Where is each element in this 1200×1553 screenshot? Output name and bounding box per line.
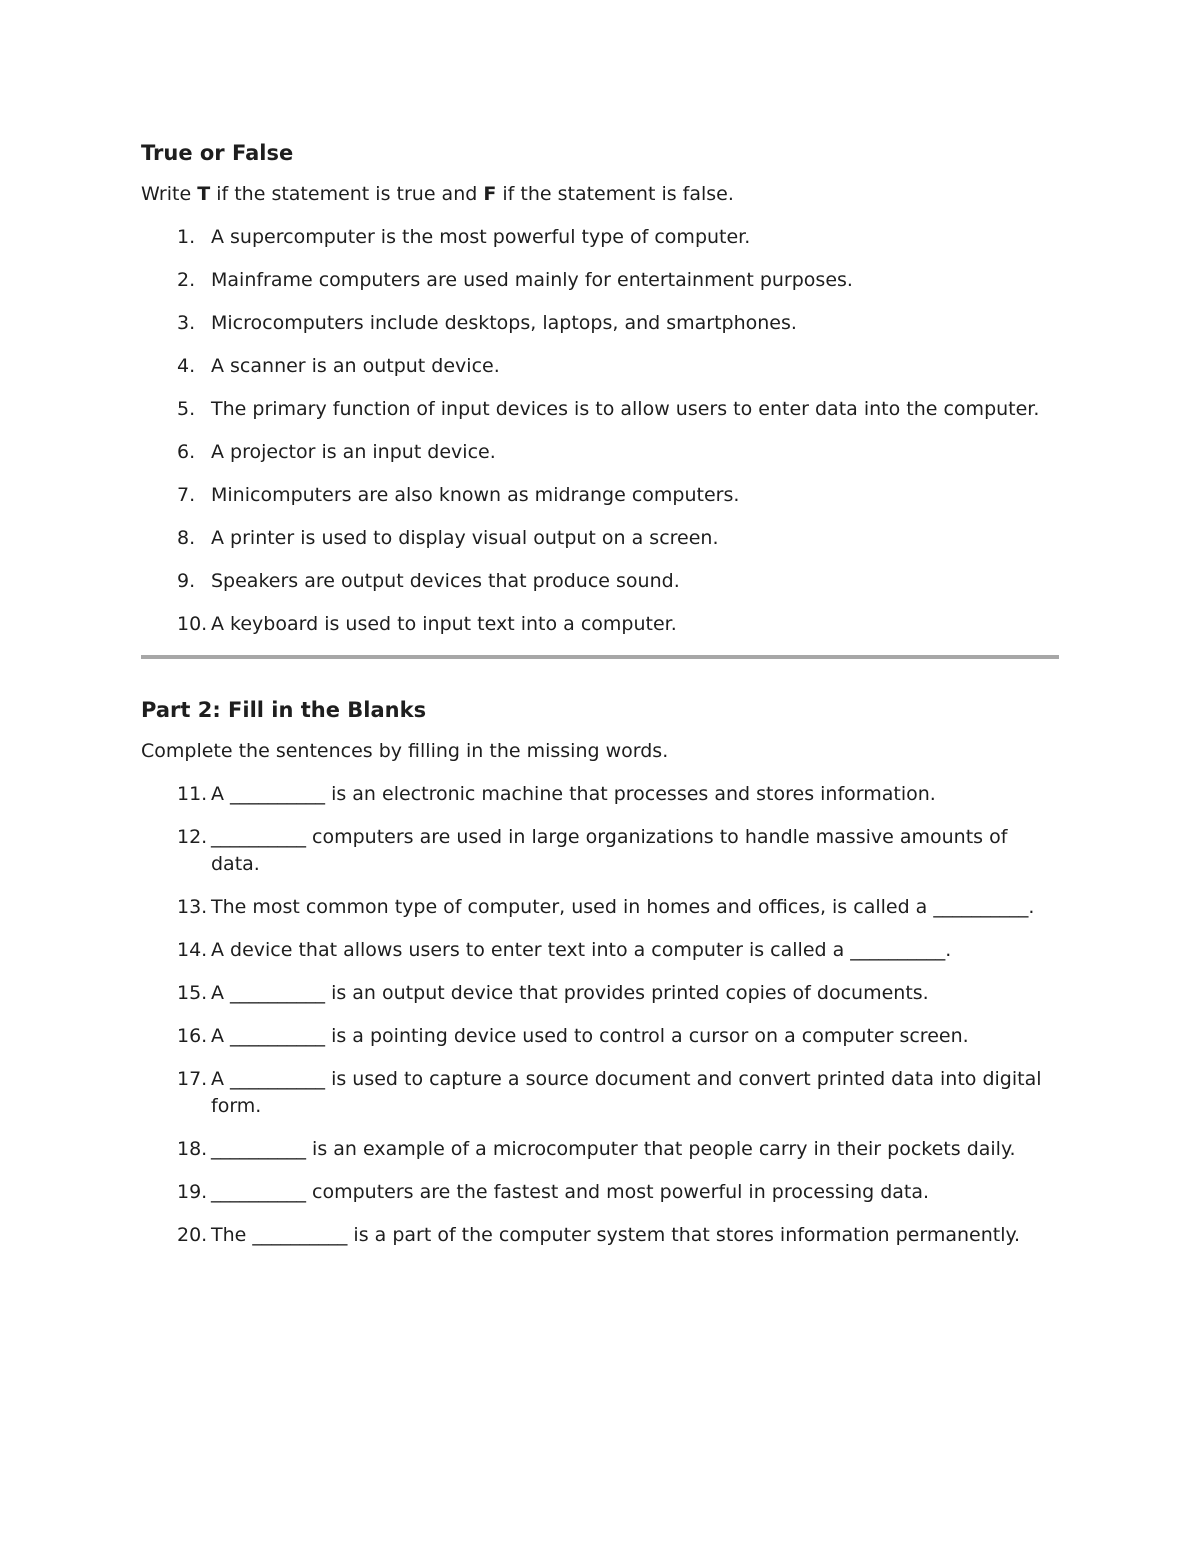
item-number: 19. xyxy=(177,1181,208,1203)
item-text: The __________ is a part of the computer system that stores information permanently. xyxy=(211,1224,1021,1246)
item-text: A __________ is a pointing device used to control a cursor on a computer screen. xyxy=(211,1025,969,1047)
list-item xyxy=(141,482,1059,509)
list-item xyxy=(141,980,1059,1007)
item-text: A printer is used to display visual output on a screen. xyxy=(211,527,719,549)
list-item xyxy=(141,310,1059,337)
list-item xyxy=(141,781,1059,808)
item-number: 20. xyxy=(177,1224,208,1246)
item-text: Microcomputers include desktops, laptops, and smartphones. xyxy=(211,312,797,334)
item-text: The most common type of computer, used in homes and offices, is called a __________. xyxy=(211,896,1035,918)
instructions-prefix: Write xyxy=(141,183,198,205)
item-number: 2. xyxy=(177,269,196,291)
item-number: 3. xyxy=(177,312,196,334)
item-text: A __________ is an output device that provides printed copies of documents. xyxy=(211,982,929,1004)
section2 xyxy=(141,695,1059,1249)
list-item xyxy=(141,1179,1059,1206)
item-text: __________ computers are the fastest and most powerful in processing data. xyxy=(211,1181,930,1203)
item-number: 13. xyxy=(177,896,208,918)
list-item xyxy=(141,1136,1059,1163)
list-item xyxy=(141,611,1059,638)
item-text: A supercomputer is the most powerful type of computer. xyxy=(211,226,751,248)
list-item xyxy=(141,267,1059,294)
item-text: A __________ is used to capture a source document and convert printed data into digital form. xyxy=(211,1068,1042,1117)
item-number: 10. xyxy=(177,613,208,635)
section1-title: True or False xyxy=(141,141,294,165)
item-text: A keyboard is used to input text into a computer. xyxy=(211,613,677,635)
list-item xyxy=(141,937,1059,964)
item-number: 16. xyxy=(177,1025,208,1047)
item-number: 4. xyxy=(177,355,196,377)
item-number: 15. xyxy=(177,982,208,1004)
item-text: __________ computers are used in large organizations to handle massive amounts of data. xyxy=(211,826,1008,875)
item-number: 5. xyxy=(177,398,196,420)
item-text: Minicomputers are also known as midrange computers. xyxy=(211,484,740,506)
item-text: A __________ is an electronic machine that processes and stores information. xyxy=(211,783,936,805)
list-item xyxy=(141,894,1059,921)
document-page xyxy=(141,138,1059,1249)
section1-instructions xyxy=(141,181,1059,208)
item-text: The primary function of input devices is to allow users to enter data into the computer. xyxy=(211,398,1040,420)
instructions-middle: if the statement is true and xyxy=(210,183,484,205)
true-false-list xyxy=(141,224,1059,638)
instructions-true-letter: T xyxy=(197,183,211,205)
item-text: A projector is an input device. xyxy=(211,441,496,463)
fill-blanks-list xyxy=(141,781,1059,1249)
item-number: 14. xyxy=(177,939,208,961)
section2-instructions: Complete the sentences by filling in the missing words. xyxy=(141,740,669,762)
item-text: Speakers are output devices that produce sound. xyxy=(211,570,680,592)
list-item xyxy=(141,353,1059,380)
list-item xyxy=(141,1066,1059,1120)
list-item xyxy=(141,824,1059,878)
item-number: 8. xyxy=(177,527,196,549)
list-item xyxy=(141,224,1059,251)
item-number: 18. xyxy=(177,1138,208,1160)
instructions-false-letter: F xyxy=(483,183,497,205)
section2-title: Part 2: Fill in the Blanks xyxy=(141,698,427,722)
list-item xyxy=(141,439,1059,466)
item-text: Mainframe computers are used mainly for entertainment purposes. xyxy=(211,269,853,291)
item-text: __________ is an example of a microcomputer that people carry in their pockets daily. xyxy=(211,1138,1016,1160)
item-number: 6. xyxy=(177,441,196,463)
item-number: 17. xyxy=(177,1068,208,1090)
item-text: A scanner is an output device. xyxy=(211,355,500,377)
item-text: A device that allows users to enter text into a computer is called a __________. xyxy=(211,939,952,961)
item-number: 9. xyxy=(177,570,196,592)
list-item xyxy=(141,396,1059,423)
instructions-suffix: if the statement is false. xyxy=(496,183,734,205)
list-item xyxy=(141,568,1059,595)
list-item xyxy=(141,1023,1059,1050)
item-number: 11. xyxy=(177,783,208,805)
item-number: 7. xyxy=(177,484,196,506)
item-number: 1. xyxy=(177,226,196,248)
list-item xyxy=(141,525,1059,552)
list-item xyxy=(141,1222,1059,1249)
section-divider xyxy=(141,655,1059,659)
item-number: 12. xyxy=(177,826,208,848)
